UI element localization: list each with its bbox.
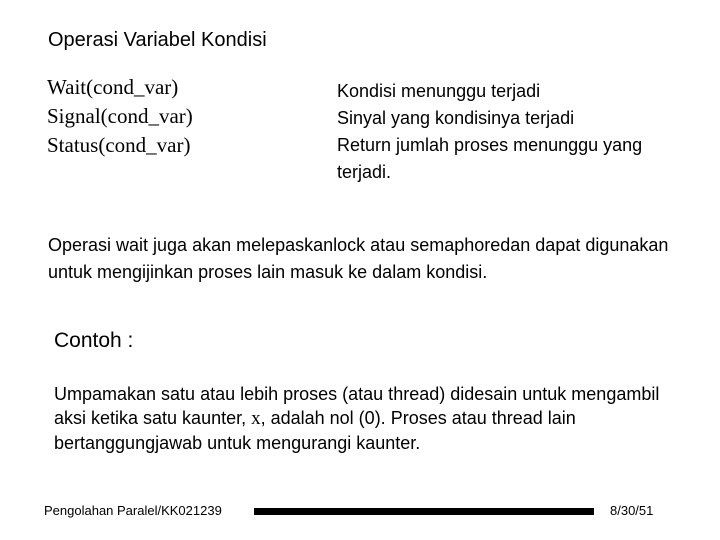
footer-divider xyxy=(254,508,594,515)
explanation-paragraph: Operasi wait juga akan melepaskanlock atau semaphoredan dapat digunakan untuk mengijinkan proses lain masuk ke dalam kondisi. xyxy=(48,235,669,282)
operation-desc-signal: Sinyal yang kondisinya terjadi xyxy=(337,108,575,128)
example-text-after: , adalah nol (0). Proses atau thread lain bertanggungjawab untuk mengurangi kaunter. xyxy=(54,408,576,453)
operation-names xyxy=(47,73,193,160)
example-variable: x xyxy=(251,408,261,429)
footer-page: 8/30/51 xyxy=(610,503,654,518)
example-heading: Contoh : xyxy=(54,329,134,352)
operation-descriptions xyxy=(337,78,697,186)
example-text-before: Umpamakan satu atau lebih proses (atau thread) didesain untuk mengambil aksi ketika satu kaunter, xyxy=(54,384,660,428)
operation-name-signal: Signal(cond_var) xyxy=(47,104,193,128)
operation-desc-wait: Kondisi menunggu terjadi xyxy=(337,81,541,101)
operation-name-wait: Wait(cond_var) xyxy=(47,75,179,99)
example-body xyxy=(54,382,674,455)
slide-title: Operasi Variabel Kondisi xyxy=(48,29,267,51)
operation-name-status: Status(cond_var) xyxy=(47,133,191,157)
operation-desc-status: Return jumlah proses menunggu yang terjadi. xyxy=(337,135,643,182)
footer-course: Pengolahan Paralel/KK021239 xyxy=(44,503,222,518)
